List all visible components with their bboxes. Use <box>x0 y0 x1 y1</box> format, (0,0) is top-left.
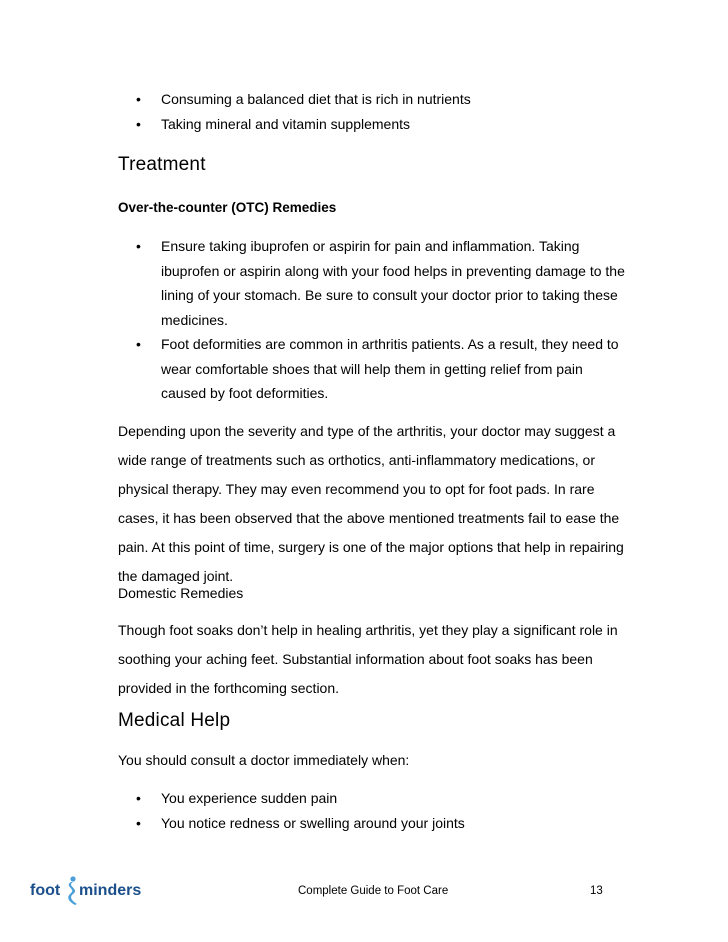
bullet-icon: • <box>136 336 141 352</box>
page-number: 13 <box>590 885 603 897</box>
bullet-icon: • <box>136 91 141 107</box>
medical-help-intro: You should consult a doctor immediately when: <box>118 752 410 768</box>
domestic-remedies-heading: Domestic Remedies <box>118 585 244 601</box>
bullet-icon: • <box>136 115 141 132</box>
medical-help-heading: Medical Help <box>118 710 231 731</box>
footer-title: Complete Guide to Foot Care <box>298 885 449 897</box>
logo-text-foot: foot <box>30 882 61 899</box>
medical-bullet-list <box>136 786 636 835</box>
domestic-paragraph: Though foot soaks don’t help in healing arthritis, yet they play a significant role in soothing your aching feet. Substantial information about foot soaks has been provided in the forthcoming section. <box>118 622 618 696</box>
bullet-icon: • <box>136 790 141 806</box>
list-item: • You experience sudden pain <box>136 786 636 811</box>
bullet-icon: • <box>136 238 141 254</box>
list-item: • You notice redness or swelling around your joints <box>136 811 636 836</box>
bullet-icon: • <box>136 814 141 831</box>
list-item: • Consuming a balanced diet that is rich in nutrients <box>136 87 636 112</box>
list-item: • Foot deformities are common in arthritis patients. As a result, they need to wear comfortable shoes that will help them in getting relief from pain caused by foot deformities. <box>136 332 631 406</box>
list-item: • Taking mineral and vitamin supplements <box>136 112 636 137</box>
otc-heading: Over-the-counter (OTC) Remedies <box>118 200 337 215</box>
treatment-heading: Treatment <box>118 154 206 175</box>
treatment-paragraph: Depending upon the severity and type of the arthritis, your doctor may suggest a wide range of treatments such as orthotics, anti-inflammatory medications, or physical therapy. They may even recommend you to opt for foot pads. In rare cases, it has been observed that the above mentioned treatments fail to ease the pain. At this point of time, surgery is one of the major options that help in repairing the damaged joint. <box>118 423 624 584</box>
logo-figure-icon <box>68 876 77 905</box>
top-bullet-list <box>136 87 636 136</box>
footminders-logo-mark <box>30 873 142 907</box>
list-item: • Ensure taking ibuprofen or aspirin for pain and inflammation. Taking ibuprofen or aspirin along with your food helps in preventing damage to the lining of your stomach. Be sure to consult your doctor prior to taking these medicines. <box>136 234 631 332</box>
footminders-logo <box>30 873 142 907</box>
logo-text-minders: minders <box>79 882 142 899</box>
otc-bullet-list <box>136 234 631 406</box>
